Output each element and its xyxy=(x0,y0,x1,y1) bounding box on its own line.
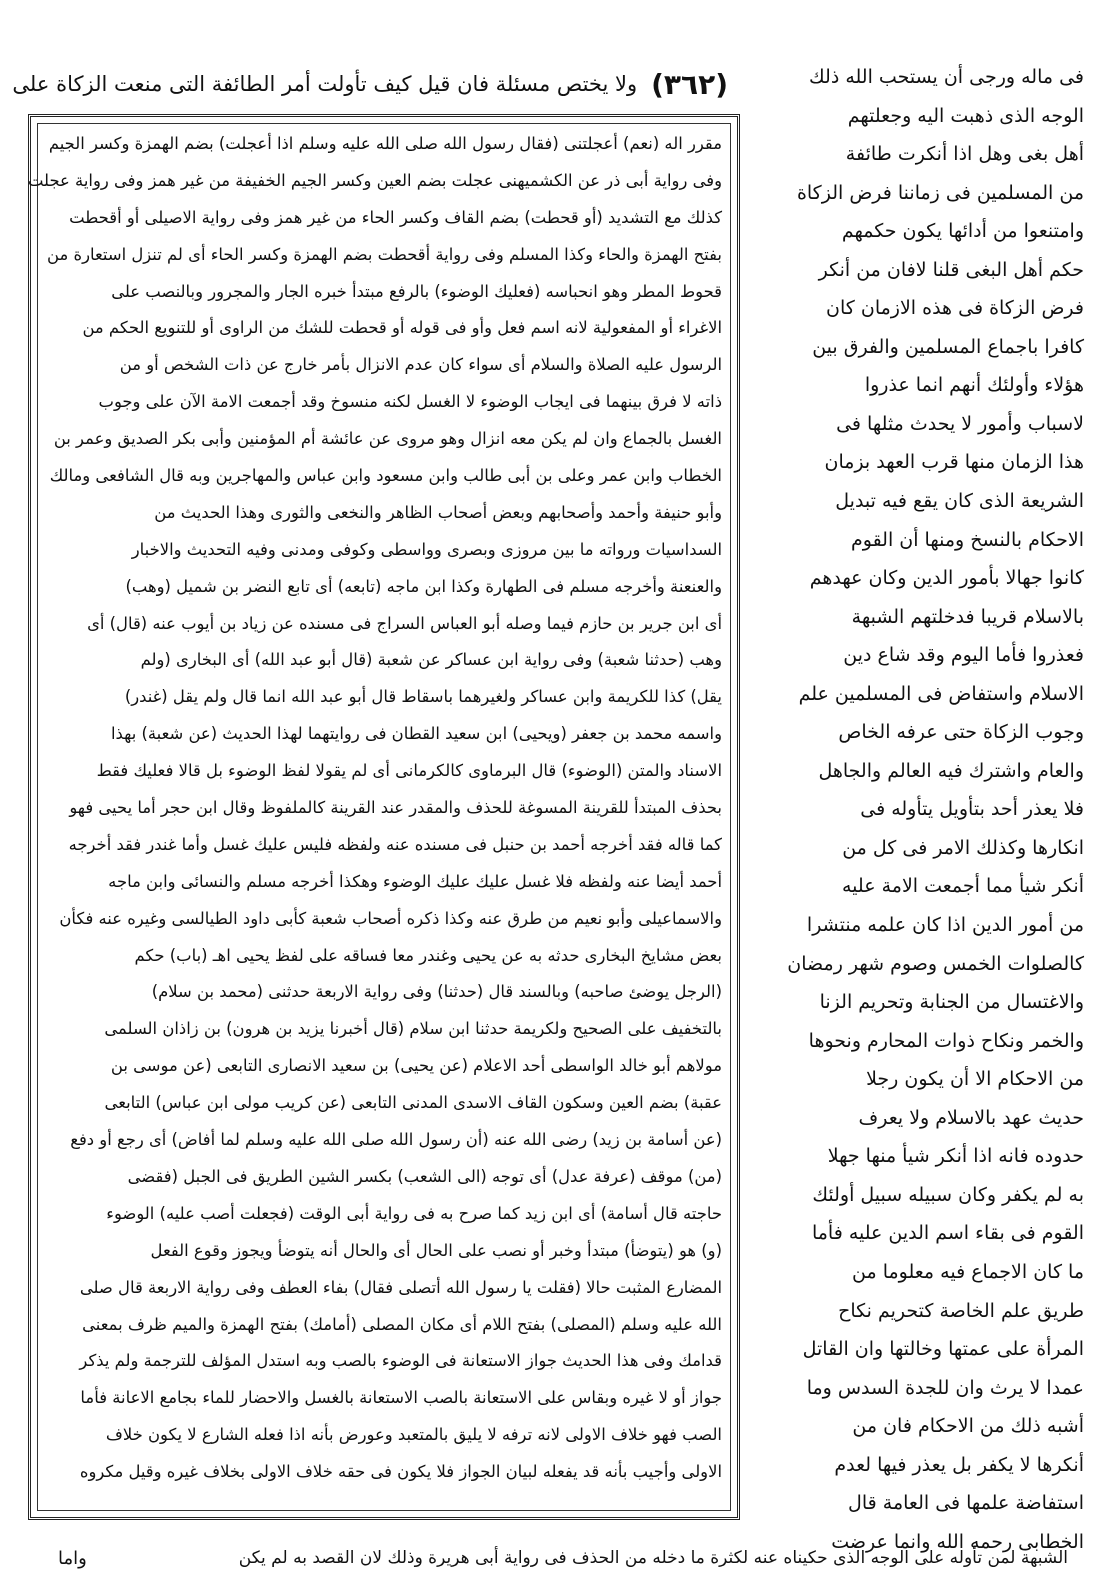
margin-line: كانوا جهالا بأمور الدين وكان عهدهم xyxy=(809,567,1084,590)
margin-line: طريق علم الخاصة كتحريم نكاح xyxy=(838,1299,1084,1322)
main-text-line: قدامك وفى هذا الحديث جواز الاستعانة فى الوضوء بالصب وبه استدل المؤلف للترجمة ولم يذكر xyxy=(79,1351,722,1371)
margin-line: القوم فى بقاء اسم الدين عليه فأما xyxy=(811,1222,1084,1245)
main-text-line: بحذف المبتدأ للقرينة المسوغة للحذف والمقدر عند القرينة كالملفوظ وقال ابن حجر أما يحيى فهو xyxy=(69,798,722,818)
main-text-line: بعض مشايخ البخارى حدثه به عن يحيى وغندر معا فساقه على لفظ يحيى اهـ (باب) حكم xyxy=(134,945,722,965)
main-text-line: ذاته لا فرق بينهما فى ايجاب الوضوء لا الغسل لكنه منسوخ وقد أجمعت الامة الآن على وجوب xyxy=(98,392,722,412)
margin-line: والاغتسال من الجنابة وتحريم الزنا xyxy=(819,991,1084,1014)
margin-line: من أمور الدين اذا كان علمه منتشرا xyxy=(806,914,1084,937)
main-text-line: مقرر اله (نعم) أعجلتنى (فقال رسول الله صلى الله عليه وسلم اذا أعجلت) بضم الهمزة وكسر الجيم xyxy=(48,134,722,153)
main-text-line: مولاهم أبو خالد الواسطى أحد الاعلام (عن يحيى) بن سعيد الانصارى التابعى (عن موسى بن xyxy=(110,1056,722,1076)
main-text-line: الخطاب وابن عمر وعلى بن أبى طالب وابن مسعود وابن عباس والمهاجرين وبه قال الشافعى ومالك xyxy=(49,466,722,486)
main-text-line: يقل) كذا للكريمة وابن عساكر ولغيرهما باسقاط قال أبو عبد الله انما قال ولم يقل (غندر) xyxy=(124,687,722,707)
main-text-line: (و) هو (يتوضأ) مبتدأ وخبر أو نصب على الحال أى والحال أنه يتوضأ ويجوز وقوع الفعل xyxy=(150,1240,722,1260)
main-text-line: أى ابن جرير بن حازم فيما وصله أبو العباس السراج فى مسنده عن زياد بن أيوب عنه (قال) أى xyxy=(87,613,722,633)
main-text-line: بالتخفيف على الصحيح ولكريمة حدثنا ابن سلام (قال أخبرنا يزيد بن هرون) بن زاذان السلمى xyxy=(104,1019,722,1039)
main-text-line: وهب (حدثنا شعبة) وفى رواية ابن عساكر عن شعبة (قال أبو عبد الله) أى البخارى (ولم xyxy=(140,650,722,670)
main-text-line: حاجته قال أسامة) أى ابن زيد كما صرح به فى رواية أبى الوقت (فجعلت أصب عليه) الوضوء xyxy=(106,1203,722,1223)
main-text-line: الاسناد والمتن (الوضوء) قال البرماوى كالكرمانى أى لم يقولا لفظ الوضوء بل قالا فعليك فقط xyxy=(96,761,722,781)
margin-line: حدوده فانه اذا أنكر شيأ منها جهلا xyxy=(827,1145,1084,1168)
catchword: واما xyxy=(58,1547,87,1569)
main-text-line: الله عليه وسلم (المصلى) بفتح اللام أى مكان المصلى (أمامك) بفتح الهمزة والميم ظرف بمعنى xyxy=(82,1314,722,1334)
header-text: ولا يختص مسئلة فان قيل كيف تأولت أمر الطائفة التى منعت الزكاة على xyxy=(12,72,638,96)
main-text-line: كما قاله فقد أخرجه أحمد بن حنبل فى مسنده عنه ولفظه فليس عليك غسل وأما غندر فقد أخرجه xyxy=(68,834,722,854)
margin-line: من المسلمين فى زماننا فرض الزكاة xyxy=(796,181,1084,204)
margin-line: الوجه الذى ذهبت اليه وجعلتهم xyxy=(847,104,1084,127)
margin-line: أشبه ذلك من الاحكام فان من xyxy=(852,1415,1084,1438)
main-text-line: واسمه محمد بن جعفر (ويحيى) ابن سعيد القطان فى روايتهما لهذا الحديث (عن شعبة) بهذا xyxy=(110,724,722,744)
margin-line: الخطابى رحمه الله وانما عرضت xyxy=(831,1530,1084,1553)
margin-line: الاسلام واستفاض فى المسلمين علم xyxy=(798,682,1084,705)
margin-line: به لم يكفر وكان سبيله سبيل أولئك xyxy=(812,1183,1084,1206)
margin-line: فعذروا فأما اليوم وقد شاع دين xyxy=(843,644,1084,667)
main-text-line: كذلك مع التشديد (أو قحطت) بضم القاف وكسر الحاء من غير همز وفى رواية الاصيلى أو أقحطت xyxy=(69,207,722,227)
footer-text: الشبهة لمن تأوله على الوجه الذى حكيناه عنه لكثرة ما دخله من الحذف فى رواية أبى هريرة وذلك لان القصد به لم يكن xyxy=(238,1548,1068,1568)
margin-line: لاسباب وأمور لا يحدث مثلها فى xyxy=(836,412,1084,435)
margin-line: انكارها وكذلك الامر فى كل من xyxy=(842,836,1084,859)
margin-line: والعام واشترك فيه العالم والجاهل xyxy=(818,759,1084,782)
main-text-line: قحوط المطر وهو انحباسه (فعليك الوضوء) بالرفع مبتدأ خبره الجار والمجرور وبالنصب على xyxy=(111,281,722,301)
main-text-line: الاغراء أو المفعولية لانه اسم فعل وأو فى قوله أو قحطت للشك من الراوى أو للتنويع الحكم من xyxy=(82,318,722,338)
margin-line: هؤلاء وأولئك أنهم انما عذروا xyxy=(864,374,1084,397)
main-text-line: المضارع المثبت حالا (فقلت يا رسول الله أتصلى فقال) بفاء العطف وفى رواية الاربعة قال صلى xyxy=(79,1277,722,1297)
margin-line: حديث عهد بالاسلام ولا يعرف xyxy=(858,1106,1084,1129)
margin-line: هذا الزمان منها قرب العهد بزمان xyxy=(824,451,1084,474)
margin-line: حكم أهل البغى قلنا لافان من أنكر xyxy=(818,258,1084,281)
main-text-line: والعنعنة وأخرجه مسلم فى الطهارة وكذا ابن ماجه (تابعه) أى تابع النضر بن شميل (وهب) xyxy=(125,576,722,596)
main-text-line: وفى رواية أبى ذر عن الكشميهنى عجلت بضم العين وكسر الجيم الخفيفة من غير همز وفى رواية عجلت xyxy=(27,170,722,190)
margin-line: فى ماله ورجى أن يستحب الله ذلك xyxy=(809,66,1084,88)
main-text-line: والاسماعيلى وأبو نعيم من طرق عنه وكذا ذكره أصحاب شعبة كأبى داود الطيالسى وغيره عنه فكأن xyxy=(59,908,722,928)
main-text-line: (من) موقف (عرفة عدل) أى توجه (الى الشعب) بكسر الشين الطريق فى الجبل (فقضى xyxy=(127,1166,722,1186)
margin-line: الاحكام بالنسخ ومنها أن القوم xyxy=(850,528,1084,551)
margin-line: المرأة على عمتها وخالتها وان القاتل xyxy=(802,1338,1084,1361)
margin-line: ما كان الاجماع فيه معلوما من xyxy=(852,1260,1084,1283)
main-text-frame xyxy=(28,114,740,1520)
margin-line: كافرا باجماع المسلمين والفرق بين xyxy=(812,335,1084,358)
margin-line: أهل بغى وهل اذا أنكرت طائفة xyxy=(845,143,1084,166)
main-text-line: الرسول عليه الصلاة والسلام أى سواء كان عدم الانزال بأمر خارج عن ذات الشخص أو من xyxy=(119,355,722,375)
main-text-line: أحمد أيضا عنه ولفظه فلا غسل عليك عليك الوضوء وهكذا أخرجه مسلم والنسائى وابن ماجه xyxy=(108,871,722,891)
margin-line: فرض الزكاة فى هذه الازمان كان xyxy=(826,297,1084,320)
main-text-line: الاولى وأجيب بأنه قد يفعله لبيان الجواز فلا يكون فى حقه خلاف الاولى بخلاف غيره وقيل مكروه xyxy=(79,1462,722,1482)
main-text-block xyxy=(27,123,731,1511)
main-text-line: الصب فهو خلاف الاولى لانه ترفه لا يليق بالمتعبد وعورض بأنه اذا فعله الشارع لا يكون خلاف xyxy=(105,1425,722,1445)
main-text-line: وأبو حنيفة وأحمد وأصحابهم وبعض أصحاب الظاهر والنخعى والثورى وهذا الحديث من xyxy=(154,502,722,522)
margin-line: الشريعة الذى كان يقع فيه تبديل xyxy=(835,490,1084,513)
main-text-line: (الرجل يوضئ صاحبه) وبالسند قال (حدثنا) وفى رواية الاربعة حدثنى (محمد بن سلام) xyxy=(151,982,722,1002)
margin-line: كالصلوات الخمس وصوم شهر رمضان xyxy=(787,952,1084,975)
main-text-line: السداسيات ورواته ما بين مروزى وبصرى وواسطى وكوفى ومدنى وفيه التحديث والاخبار xyxy=(131,539,722,559)
margin-line: وامتنعوا من أدائها يكون حكمهم xyxy=(841,220,1084,243)
page-number: (٣٦٢) xyxy=(651,67,728,101)
margin-line: أنكر شيأ مما أجمعت الامة عليه xyxy=(842,875,1084,898)
margin-line: وجوب الزكاة حتى عرفه الخاص xyxy=(838,721,1084,744)
margin-line: والخمر ونكاح ذوات المحارم ونحوها xyxy=(808,1029,1084,1052)
margin-line: أنكرها لا يكفر بل يعذر فيها لعدم xyxy=(834,1453,1084,1476)
page-footer xyxy=(28,1540,1068,1576)
margin-line: بالاسلام قريبا فدخلتهم الشبهة xyxy=(851,605,1084,628)
margin-line: من الاحكام الا أن يكون رجلا xyxy=(866,1068,1084,1091)
main-text-line: عقبة) بضم العين وسكون القاف الاسدى المدنى التابعى (عن كريب مولى ابن عباس) التابعى xyxy=(104,1093,722,1113)
margin-line: استفاضة علمها فى العامة قال xyxy=(848,1492,1084,1515)
margin-line: عمدا لا يرث وان للجدة السدس وما xyxy=(806,1376,1084,1399)
main-text-line: (عن أسامة بن زيد) رضى الله عنه (أن رسول الله صلى الله عليه وسلم لما أفاض) أى رجع أو دفع xyxy=(70,1130,722,1150)
main-text-line: بفتح الهمزة والحاء وكذا المسلم وفى رواية أقحطت بضم الهمزة وكسر الحاء أى لم تنزل استعارة من xyxy=(47,244,722,264)
margin-commentary xyxy=(748,58,1084,1553)
margin-line: فلا يعذر أحد بتأويل يتأوله فى xyxy=(860,798,1084,821)
main-text-line: الغسل بالجماع وان لم يكن معه انزال وهو مروى عن عائشة أم المؤمنين وأبى بكر الصديق وعمر بن xyxy=(53,429,722,449)
main-text-line: جواز أو لا غيره وبقاس على الاستعانة بالصب الاستعانة بالغسل والاحضار للماء بجامع الاعانة فأما xyxy=(80,1388,722,1408)
running-header xyxy=(12,62,728,106)
